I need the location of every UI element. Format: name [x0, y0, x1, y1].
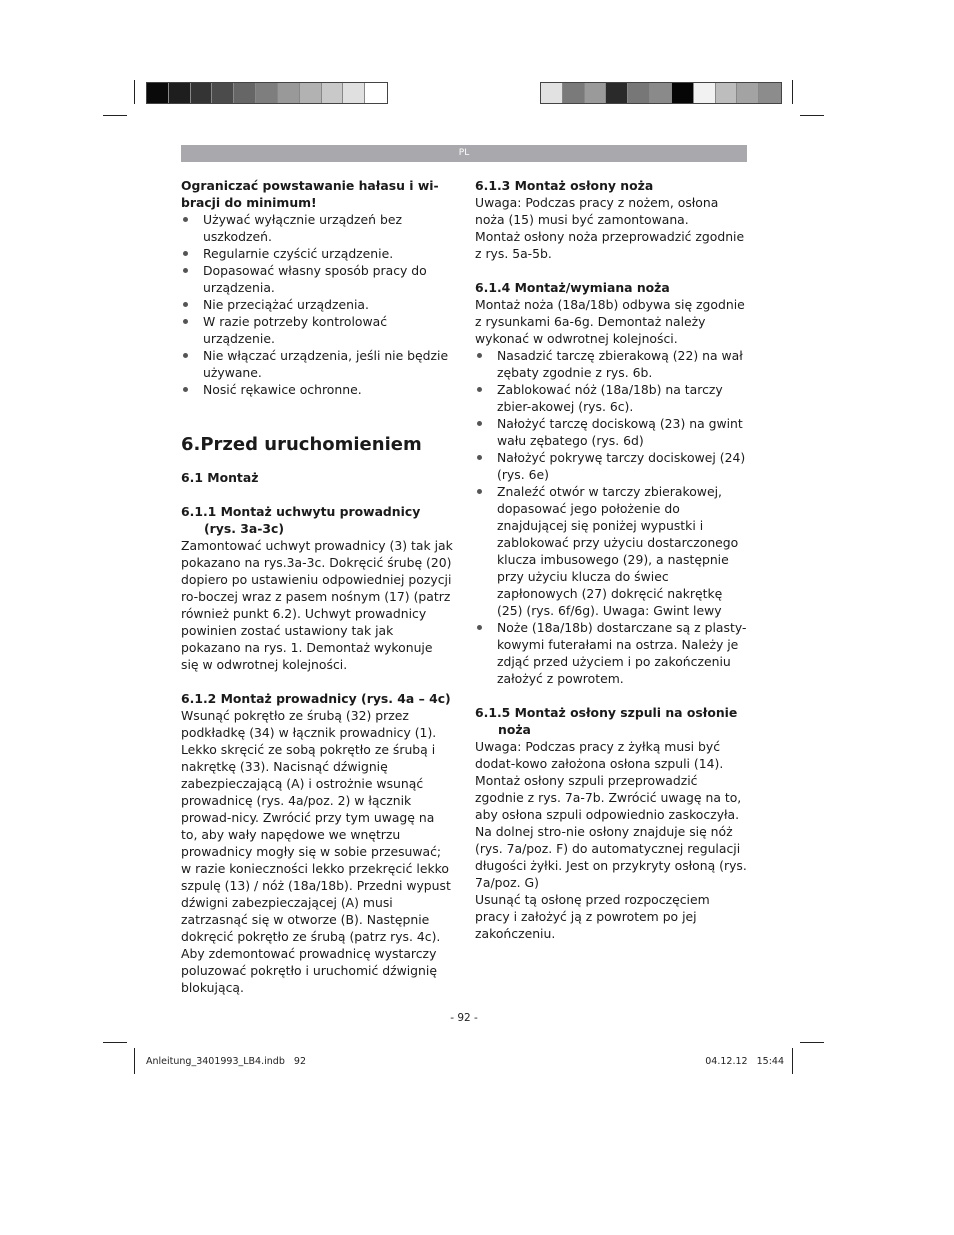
section-6-1-2-text: Wsunąć pokrętło ze śrubą (32) przez podkładkę (34) w łącznik prowadnicy (1). Lekko skręcić ze sobą pokrętło ze śrubą i nakrętkę (33). Nacisnąć dźwignię zabezpieczającą (A) i ostrożnie wsunąć prowadnicę (rys. 4a/poz. 2) w łącznik prowad-nicy. Zwrócić przy tym uwagę na to, aby wały napędowe we wnętrzu prowadnicy mogły się w sobie przesuwać; w razie konieczności lekko przekręcić lekko szpulę (13) / nóż (18a/18b). Przedni wypust dźwigni zabezpieczającej (A) musi zatrzasnąć się w otworze (B). Następnie dokręcić pokrętło ze śrubą (patrz rys. 4c). Aby zdemontować prowadnicę wystarczy poluzować pokrętło i uruchomić dźwignię blokującą. [181, 708, 451, 995]
list-item: Nałożyć pokrywę tarczy dociskowej (24) (rys. 6e) [475, 449, 747, 483]
color-swatch [147, 83, 169, 103]
section-6-1-3-text: Uwaga: Podczas pracy z nożem, osłona noża (15) musi być zamontowana. [475, 195, 719, 227]
knife-steps-list [475, 347, 747, 687]
section-6-1-3-text: Montaż osłony noża przeprowadzić zgodnie z rys. 5a-5b. [475, 229, 745, 261]
crop-mark [103, 1042, 127, 1043]
color-swatch [563, 83, 585, 103]
color-swatch [694, 83, 716, 103]
color-bar-right [540, 82, 782, 104]
list-item: Dopasować własny sposób pracy do urządzenia. [181, 262, 453, 296]
color-swatch [322, 83, 344, 103]
list-item: Zablokować nóż (18a/18b) na tarczy zbier-akowej (rys. 6c). [475, 381, 747, 415]
left-column [181, 177, 453, 996]
crop-mark [800, 1042, 824, 1043]
color-swatch [343, 83, 365, 103]
crop-mark [134, 1048, 135, 1074]
section-6-1-4-text: Montaż noża (18a/18b) odbywa się zgodnie z rysunkami 6a-6g. Demontaż należy wykonać w odwrotnej kolejności. [475, 297, 745, 346]
color-swatch [585, 83, 607, 103]
section-title: 6.Przed uruchomieniem [181, 434, 422, 455]
language-header-bar [181, 145, 747, 162]
noise-heading: Ograniczać powstawanie hałasu i wi-bracji do minimum! [181, 178, 439, 210]
section-6-1-5-text: Montaż osłony szpuli przeprowadzić zgodnie z rys. 7a-7b. Zwrócić uwagę na to, aby osłona szpuli odpowiednio zaskoczyła. Na dolnej stro-nie osłony znajduje się nóż (rys. 7a/poz. F) do automatycznej regulacji długości żyłki. Jest on przykryty osłoną (rys. 7a/poz. G) [475, 773, 747, 890]
section-6-1-1-heading: 6.1.1 Montaż uchwytu prowadnicy [181, 504, 421, 519]
color-swatch [628, 83, 650, 103]
list-item: Nałożyć tarczę dociskową (23) na gwint wału zębatego (rys. 6d) [475, 415, 747, 449]
list-item: Nasadzić tarczę zbierakową (22) na wał zębaty zgodnie z rys. 6b. [475, 347, 747, 381]
section-6-1-1-text: Zamontować uchwyt prowadnicy (3) tak jak pokazano na rys.3a-3c. Dokręcić śrubę (20) dopiero po ustawieniu odpowiedniej pozycji ro-boczej wraz z pasem nośnym (17) (patrz również punkt 6.2). Uchwyt prowadnicy powinien zostać ustawiony tak jak pokazano na rys. 1. Demontaż wykonuje się w odwrotnej kolejności. [181, 538, 453, 672]
section-6-1-4-heading: 6.1.4 Montaż/wymiana noża [475, 280, 670, 295]
list-item: Nie przeciążać urządzenia. [181, 296, 453, 313]
list-item: Nosić rękawice ochronne. [181, 381, 453, 398]
list-item: Regularnie czyścić urządzenie. [181, 245, 453, 262]
color-swatch [716, 83, 738, 103]
list-item: Znaleźć otwór w tarczy zbierakowej, dopasować jego położenie do znajdującej się poniżej wypustki i zablokować przy użyciu dostarczonego klucza imbusowego (29), a następnie przy użyciu klucza do świec zapłonowych (27) dokręcić nakrętkę (25) (rys. 6f/6g). Uwaga: Gwint lewy [475, 483, 747, 619]
page-number: - 92 - [450, 1012, 478, 1024]
crop-mark [800, 115, 824, 116]
section-6-1-5-heading: 6.1.5 Montaż osłony szpuli na osłonie [475, 705, 738, 720]
section-6-1-2-heading: 6.1.2 Montaż prowadnicy (rys. 4a – 4c) [181, 691, 451, 706]
crop-mark [792, 80, 793, 104]
crop-mark [792, 1048, 793, 1074]
right-column [475, 177, 747, 942]
color-swatch [191, 83, 213, 103]
color-swatch [300, 83, 322, 103]
list-item: Noże (18a/18b) dostarczane są z plasty-kowymi futerałami na ostrza. Należy je zdjąć przed użyciem i po zakończeniu założyć z powrotem. [475, 619, 747, 687]
crop-mark [134, 80, 135, 104]
color-swatch [650, 83, 672, 103]
color-swatch [737, 83, 759, 103]
section-6-1-1-heading-cont: (rys. 3a-3c) [204, 521, 285, 536]
list-item: W razie potrzeby kontrolować urządzenie. [181, 313, 453, 347]
noise-list [181, 211, 453, 398]
list-item: Używać wyłącznie urządzeń bez uszkodzeń. [181, 211, 453, 245]
file-info: Anleitung_3401993_LB4.indb 92 [146, 1056, 306, 1067]
crop-mark [103, 115, 127, 116]
section-6-1-5-text: Usunąć tą osłonę przed rozpoczęciem pracy i założyć ją z powrotem po jej zakończeniu. [475, 892, 710, 941]
color-swatch [365, 83, 387, 103]
section-6-1-5-heading-cont: noża [498, 722, 531, 737]
section-6-1-heading: 6.1 Montaż [181, 470, 259, 485]
color-swatch [672, 83, 694, 103]
section-6-1-3-heading: 6.1.3 Montaż osłony noża [475, 178, 654, 193]
color-swatch [541, 83, 563, 103]
color-bar-left [146, 82, 388, 104]
color-swatch [256, 83, 278, 103]
color-swatch [212, 83, 234, 103]
date-time: 04.12.12 15:44 [705, 1056, 784, 1067]
color-swatch [759, 83, 781, 103]
color-swatch [234, 83, 256, 103]
list-item: Nie włączać urządzenia, jeśli nie będzie używane. [181, 347, 453, 381]
language-label: PL [458, 148, 470, 158]
section-6-1-5-text: Uwaga: Podczas pracy z żyłką musi być dodat-kowo założona osłona szpuli (14). [475, 739, 724, 771]
color-swatch [606, 83, 628, 103]
color-swatch [169, 83, 191, 103]
color-swatch [278, 83, 300, 103]
